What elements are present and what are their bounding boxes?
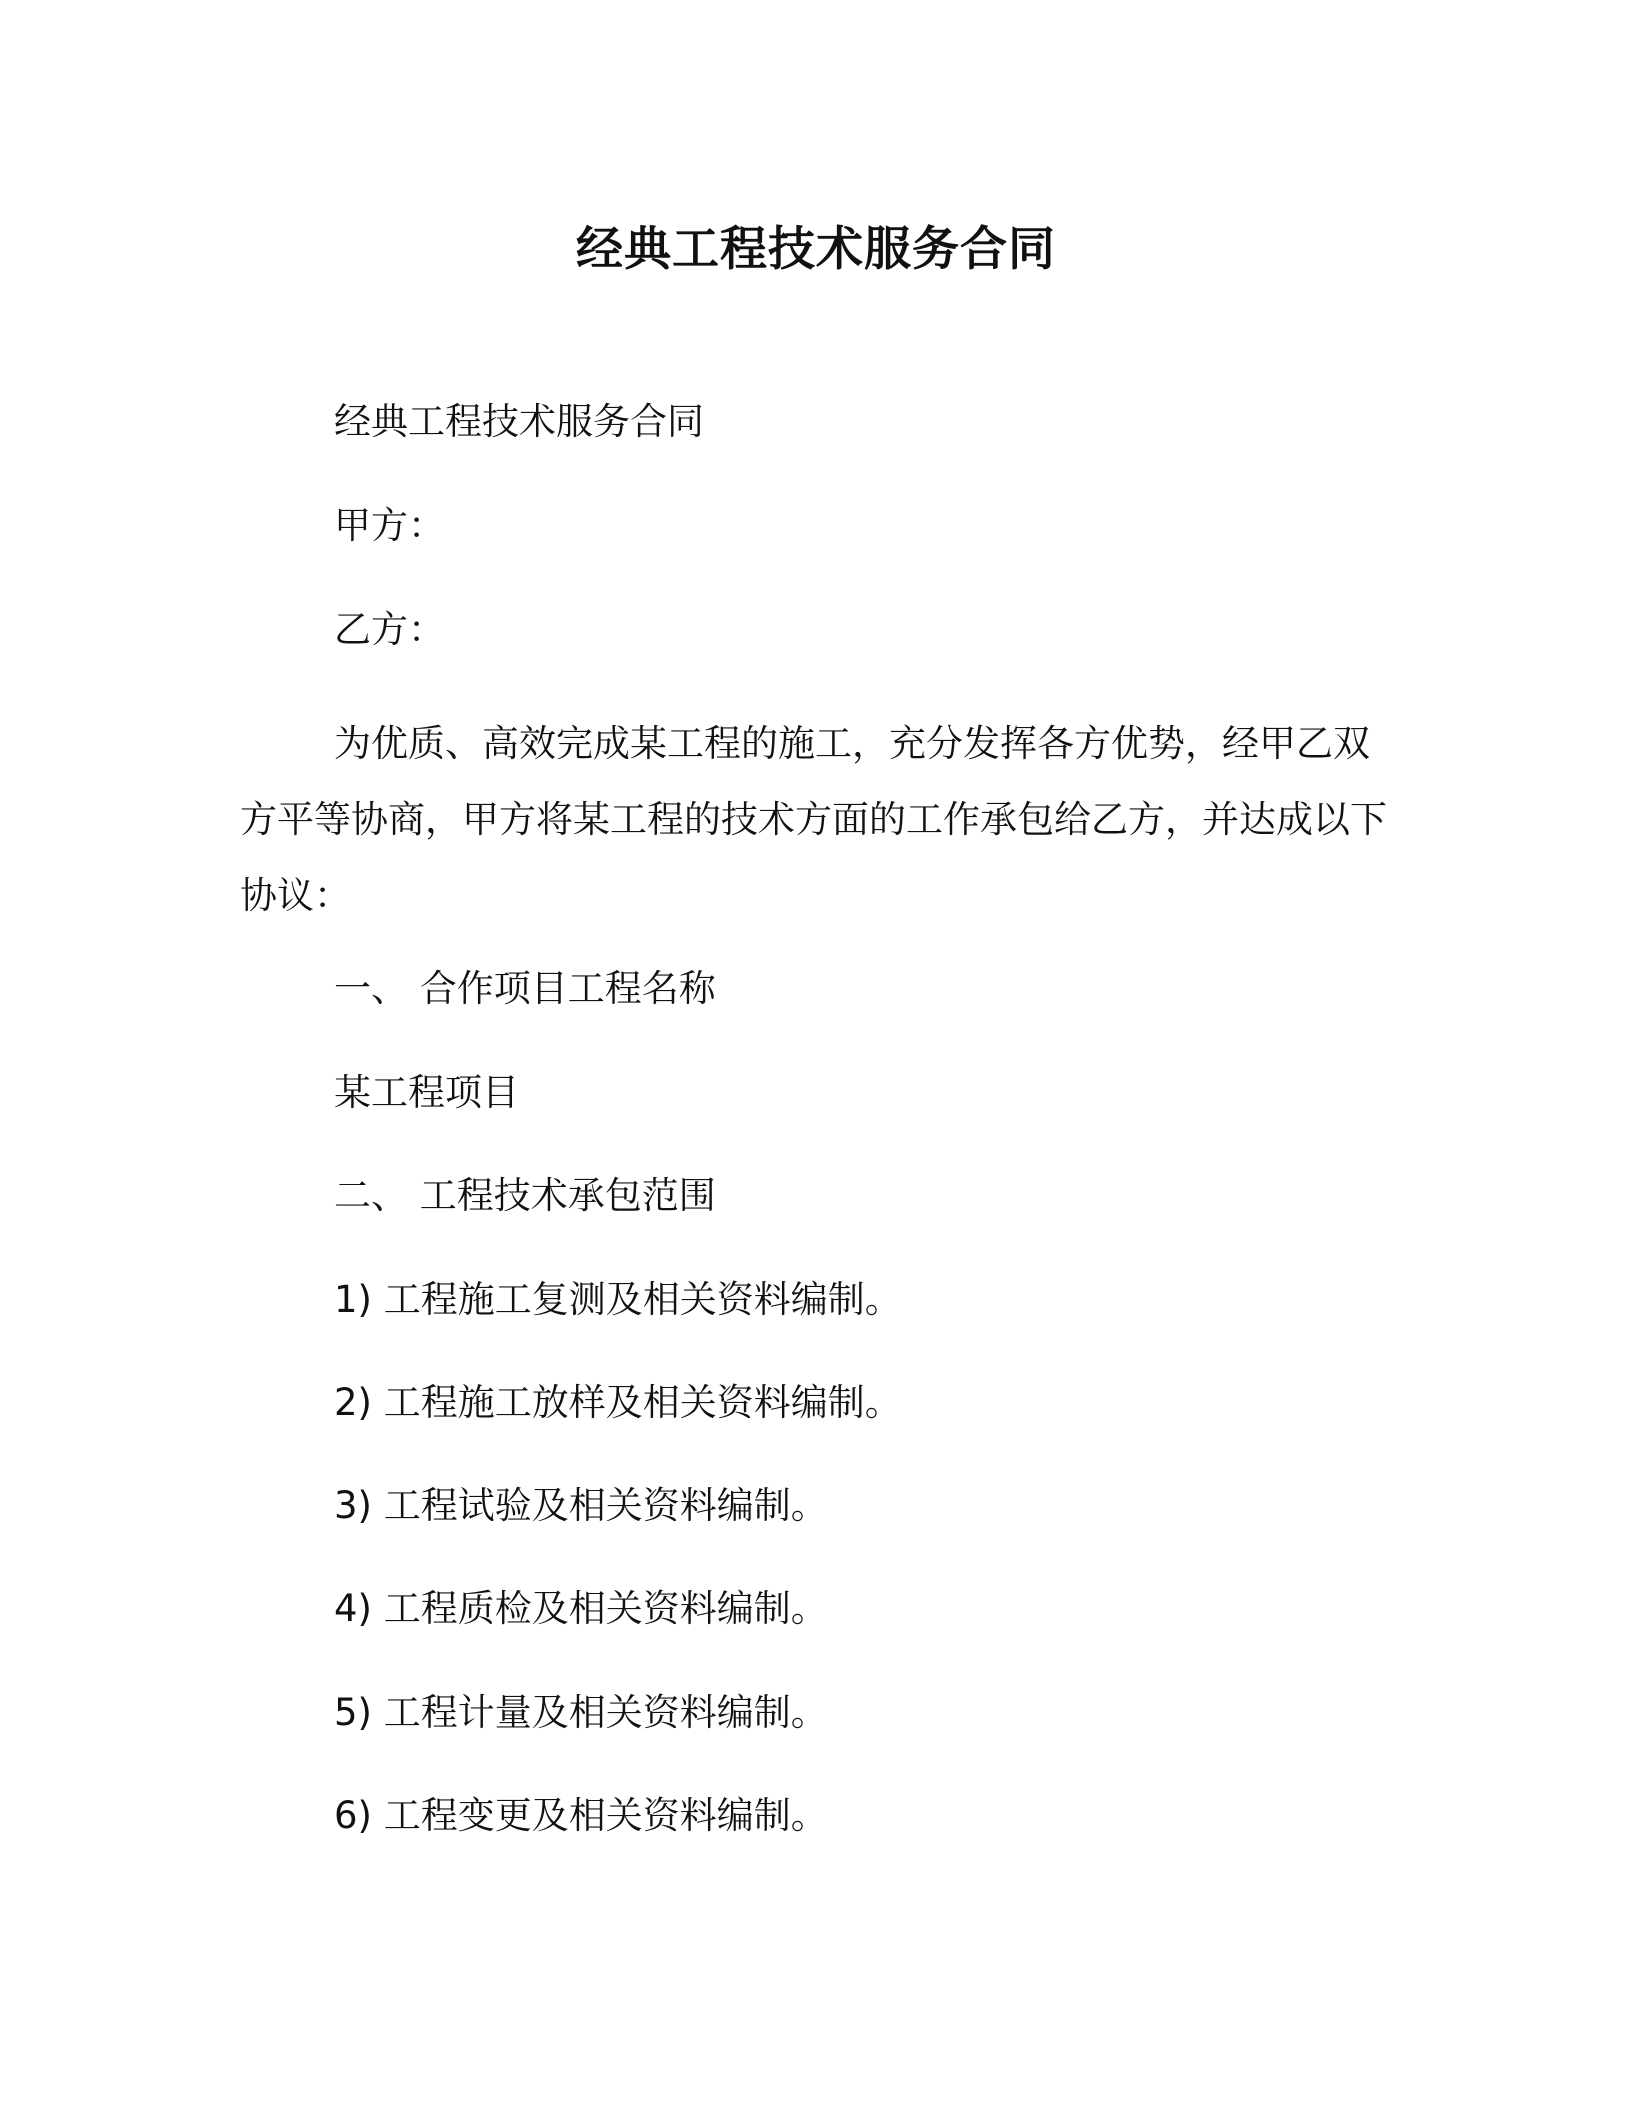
contract-name-line: 经典工程技术服务合同: [334, 400, 704, 443]
scope-item-3: 3) 工程试验及相关资料编制。: [334, 1484, 828, 1527]
scope-item-4: 4) 工程质检及相关资料编制。: [334, 1587, 828, 1630]
scope-item-1: 1) 工程施工复测及相关资料编制。: [334, 1278, 902, 1321]
section-2-heading: 二、 工程技术承包范围: [334, 1174, 716, 1217]
intro-paragraph: 为优质、高效完成某工程的施工，充分发挥各方优势，经甲乙双方平等协商，甲方将某工程的技术方面的工作承包给乙方，并达成以下协议：: [240, 722, 1387, 917]
scope-item-5: 5) 工程计量及相关资料编制。: [334, 1691, 828, 1734]
section-1-heading: 一、 合作项目工程名称: [334, 967, 716, 1010]
scope-item-6: 6) 工程变更及相关资料编制。: [334, 1794, 828, 1837]
party-a-line: 甲方：: [334, 504, 445, 547]
party-b-line: 乙方：: [334, 608, 445, 651]
scope-item-2: 2) 工程施工放样及相关资料编制。: [334, 1381, 902, 1424]
document-title: 经典工程技术服务合同: [576, 222, 1056, 277]
section-1-content: 某工程项目: [334, 1071, 519, 1114]
